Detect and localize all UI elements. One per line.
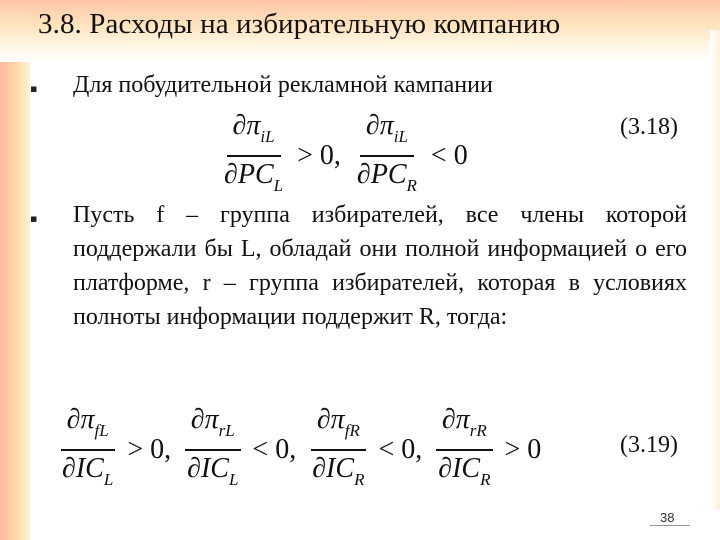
- numerator-subscript: fR: [344, 421, 360, 440]
- denominator-subscript: L: [103, 470, 114, 489]
- numerator: ∂π: [316, 404, 345, 435]
- fraction: [218, 108, 289, 204]
- page-number: 38: [660, 510, 675, 525]
- denominator: ∂PC: [356, 159, 407, 190]
- bullet-marker-2: ▪: [30, 212, 38, 225]
- relation: > 0,: [127, 434, 172, 465]
- denominator-subscript: R: [406, 176, 417, 195]
- denominator: ∂IC: [62, 453, 104, 484]
- numerator-subscript: fL: [94, 421, 109, 440]
- fraction: [351, 108, 423, 204]
- denominator: ∂IC: [438, 453, 481, 484]
- denominator-subscript: R: [354, 470, 365, 489]
- numerator-subscript: iL: [393, 127, 408, 146]
- numerator: ∂π: [365, 110, 394, 141]
- numerator: ∂π: [66, 404, 95, 435]
- relation: < 0: [430, 140, 468, 171]
- equation-number-3-19: (3.19): [620, 432, 678, 458]
- fraction: [306, 402, 370, 498]
- numerator: ∂π: [232, 110, 261, 141]
- denominator-subscript: R: [480, 470, 491, 489]
- left-decor-band: [0, 0, 30, 540]
- fraction: [432, 402, 496, 498]
- relation: < 0,: [378, 434, 423, 465]
- formula-3-19: [52, 402, 547, 498]
- relation: > 0,: [297, 140, 341, 171]
- numerator-subscript: rL: [218, 421, 235, 440]
- relation: < 0,: [252, 434, 297, 465]
- numerator-subscript: iL: [260, 127, 275, 146]
- bullet-text-2: Пусть f – группа избирателей, все члены которой поддержали бы L, обладай они полной информацией о его платформе, r – группа избирателей, которая в условиях полноты информации поддержит R, тогда:: [73, 202, 687, 330]
- bullet-marker-1: ▪: [30, 82, 38, 95]
- denominator: ∂IC: [312, 453, 355, 484]
- numerator: ∂π: [190, 404, 219, 435]
- relation: > 0: [504, 434, 542, 465]
- fraction: [56, 402, 119, 498]
- numerator: ∂π: [441, 404, 470, 435]
- right-decor-band: [710, 30, 720, 510]
- denominator: ∂IC: [187, 453, 229, 484]
- denominator-subscript: L: [228, 470, 239, 489]
- denominator-subscript: L: [273, 176, 284, 195]
- footer-divider: [650, 525, 690, 526]
- numerator-subscript: rR: [469, 421, 487, 440]
- denominator: ∂PC: [224, 159, 274, 190]
- bullet-text-1: Для побудительной рекламной кампании: [73, 72, 493, 98]
- formula-3-18: [214, 108, 474, 204]
- slide-title: 3.8. Расходы на избирательную компанию: [38, 8, 561, 40]
- equation-number-3-18: (3.18): [620, 114, 678, 140]
- fraction: [181, 402, 244, 498]
